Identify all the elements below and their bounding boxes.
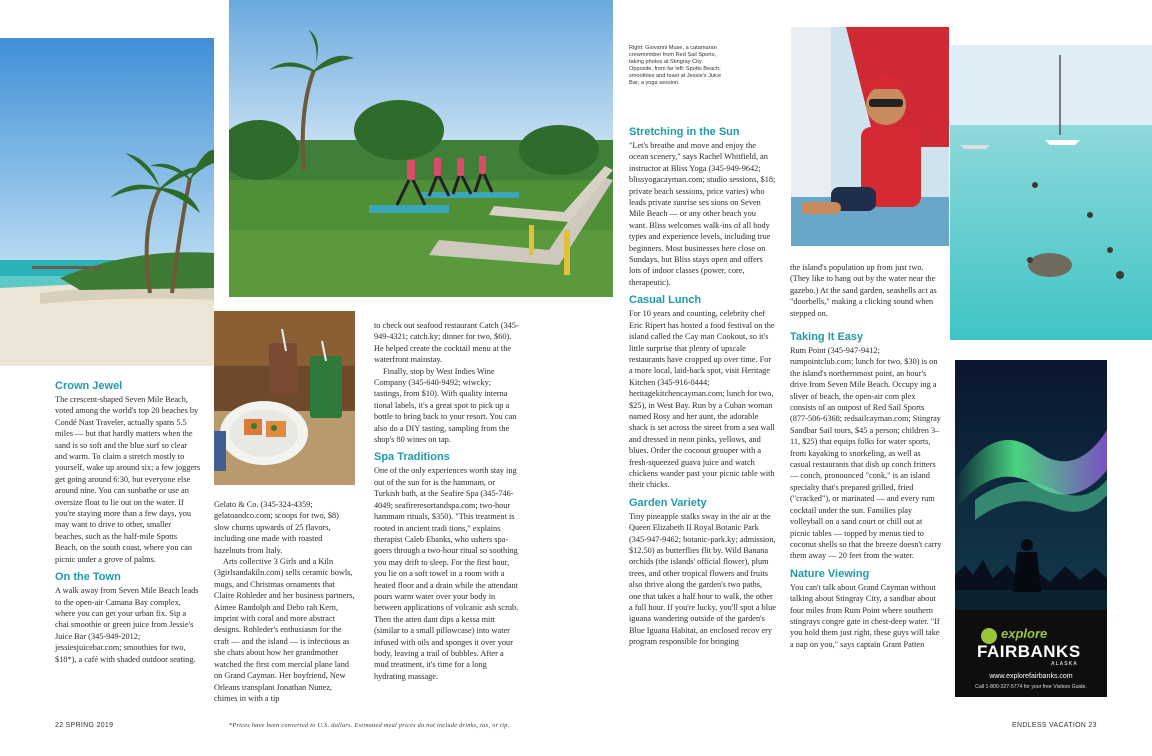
section-heading: Spa Traditions xyxy=(374,451,450,464)
stingray-photo xyxy=(950,45,1152,340)
body-paragraph: Gelato & Co. (345-324-4359; gelatoandco.com; scoops for two, $8) slow churns upwards of 25 flavors, including one made with roasted hazelnuts from Italy. xyxy=(214,500,339,555)
column-4 xyxy=(629,120,776,648)
column-5 xyxy=(790,325,942,650)
beach-photo xyxy=(0,38,214,366)
body-paragraph: the island's population up from just two. (They like to hang out by the water near the gazebo.) At the sand garden, seashells act as "doorbells," making a clicking sound when stepped on. xyxy=(790,263,937,318)
body-paragraph: "Let's breathe and move and enjoy the ocean scenery," says Rachel Whitfield, an instructor at Bliss Yoga (345-949-9642; blissyogacayman.com; studio sessions, $18; private beach sessions, price varies) who leads private sunrise ses sions on Seven Mile Beach — or any other beach you want. Bliss welcomes walk-ins of all body types and experience levels, including true beginners. Most businesses here close on Sundays, but Bliss stays open and offers lots of indoor classes (power, core, therapeutic). xyxy=(629,141,776,287)
footer-left: 22 SPRING 2019 xyxy=(55,722,114,729)
ad-logo-small: explore xyxy=(1001,626,1048,641)
section-heading: Crown Jewel xyxy=(55,380,123,392)
body-paragraph: A walk away from Seven Mile Beach leads to the open-air Camana Bay complex, where you can get your urban fix. Sip a chai smoothie or green juice from Jessie's Juice Bar (345-949-2012; jessiesjuicebar.com; smoothies for two, $18*), a café with shaded outdoor seating. xyxy=(55,586,199,664)
aurora-graphic xyxy=(955,360,1107,610)
body-paragraph: Finally, stop by West Indies Wine Company (345-640-9492; wiwcky; tastings, from $10). With quality interna tional labels, it's a great spot to pick up a bottle to bring back to your resort. You can also do a DIY tasting, sampling from the shop's 80 wines on tap. xyxy=(374,366,517,445)
section-heading: Taking It Easy xyxy=(790,331,864,343)
crewmember-photo xyxy=(791,27,949,246)
fairbanks-ad[interactable] xyxy=(955,360,1107,697)
column-1 xyxy=(55,374,201,665)
ad-logo-big: FAIRBANKS xyxy=(977,642,1081,661)
footer-note: *Prices have been converted to U.S. dollars. Estimated meal prices do not include drinks, tax, or tip. xyxy=(229,722,510,729)
body-paragraph: For 10 years and counting, celebrity chef Eric Ripert has hosted a food festival on the island called the Cay man Cookout, so it's little surprise that plenty of upscale restaurants have cropped up over time. For a more local, laid-back spot, visit Heritage Kitchen (345-916-0444; heritagekitchencayman.com; lunch for two, $25), in West Bay. Run by a Cuban woman named Rosy and her aunt, the adorable shack is set across the street from a sea wall and dressed in neon pinks, yellows, and blues. Order the coconut grouper with a fresh-squeezed guava juice and watch chickens wander past your picnic table with their chicks. xyxy=(629,309,775,490)
photo-caption: Right: Giovanni Muse, a catamaran crewmember from Red Sail Sports, taking photos at Stingray City. Opposite, from far left: Spotts Beach; smoothies and toast at Jessie's Juice Bar; a yoga session. xyxy=(629,45,722,86)
body-paragraph: You can't talk about Grand Cayman without talking about Stingray City, a sandbar about four miles from Rum Point where southern stingrays congre gate in chest-deep water. "If you hold them just right, these guys will take a nap on you," says captain Grant Patten xyxy=(790,582,940,649)
section-heading: On the Town xyxy=(55,571,121,584)
body-paragraph: The crescent-shaped Seven Mile Beach, voted among the world's top 20 beaches by Condé Nast Traveler, actually spans 5.5 miles — but that hardly matters when the sand is so soft and the blue surf so clear and warm. To claim a stretch mostly to yourself, wake up around six; a few joggers get going around 6:30, but everyone else around nine. You can sunbathe or use an oversize float to lie out on the water. If you're staying more than a few days, you may want to drive to other, smaller beaches, such as the half-mile Spotts Beach, on the south coast, where you can picnic under a grove of palms. xyxy=(55,395,201,564)
yoga-photo xyxy=(229,0,613,297)
section-heading: Nature Viewing xyxy=(790,567,870,580)
body-paragraph: Rum Point (345-947-9412; rumpointclub.com; lunch for two, $30) is on the island's northernmost point, an hour's drive from Seven Mile Beach. Occupy ing a sliver of beach, the open-air com plex consists of an outpost of Red Sail Sports (877-506-6368; redsailcayman.com; Stingray Sandbar Sail tours, $45 a person; children 3–11, $25) that equips folks for water sports, from kayaking to snorkeling, as well as casual restaurants that dish up conch fritters — conch, pronounced "conk," is an island specialty that's prepared grilled, fried ("cracked"), or marinated — and every rum cocktail under the sun. Families play volleyball on a sand court or chill out at picnic tables — topped by menus tied to coconut shells so that the breeze doesn't carry them away — 20 feet from the water. xyxy=(790,346,942,561)
ad-logo-sub: ALASKA xyxy=(1051,661,1078,667)
body-paragraph: Arts collective 3 Girls and a Kiln (3girlsandakiln.com) sells ceramic bowls, mugs, and Christmas ornaments that Claire Rohleder and her business partners, Aimee Randolph and Debo rah Kern, imprint with coral and more abstract designs. Rohleder's enthusiasm for the craft — and the island — is infectious as she chats about how her grandmother watched the first com mercial plane land on Grand Cayman. Her boyfriend, New Orleans transplant Jonathan Nunez, chimes in with a tip xyxy=(214,557,355,703)
ad-url[interactable]: www.explorefairbanks.com xyxy=(989,673,1073,680)
column-3 xyxy=(374,320,519,682)
footer-right: ENDLESS VACATION 23 xyxy=(1012,722,1097,729)
section-heading: Stretching in the Sun xyxy=(629,126,740,138)
ad-call: Call 1-800-327-5774 for your free Visitors Guide. xyxy=(975,684,1087,690)
section-heading: Garden Variety xyxy=(629,496,707,509)
body-paragraph: Tiny pineapple stalks sway in the air at the Queen Elizabeth II Royal Botanic Park (345-947-9462; botanic-park.ky; admission, $12.50) as butterflies flit by. Wild Banana orchids (the islands' official flower), plum trees, and other tropical flowers and fruits also thrive along the garden's two paths, one that takes a half hour to walk, the other a full hour. If you're lucky, you'll spot a blue iguana wandering outside of the garden's Blue Iguana Habitat, an enclosed recov ery program responsible for bringing xyxy=(629,511,776,647)
food-photo xyxy=(214,311,355,485)
body-paragraph: One of the only experiences worth stay ing out of the sun for is the hammam, or Turkish bath, at the Seafire Spa (345-746-4049; seafireresortandspa.com; two-hour hammam rituals, $350). "This treatment is rooted in ancient tradi tions," explains therapist Caleb Ebanks, who ushers spa-goers through a two-hour ritual so soothing you may drift to sleep. For the first hour, you lie on a soft towel in a room with a heated floor and a drain while the attendant pours warm water over your body in between applications of volcanic ash scrub. Then the atten dant dips a kessa mitt (similar to a small pillowcase) into water infused with oils and sponges it over your body, leaving a trail of bubbles. After a mud treatment, it's time for a long hydrating massage. xyxy=(374,466,519,681)
body-paragraph: to check out seafood restaurant Catch (345-949-4321; catch.ky; dinner for two, $60). He helped create the cocktail menu at the waterfront mainstay. xyxy=(374,321,519,365)
section-heading: Casual Lunch xyxy=(629,294,702,307)
column-5-top xyxy=(790,262,942,319)
column-2 xyxy=(214,499,355,704)
